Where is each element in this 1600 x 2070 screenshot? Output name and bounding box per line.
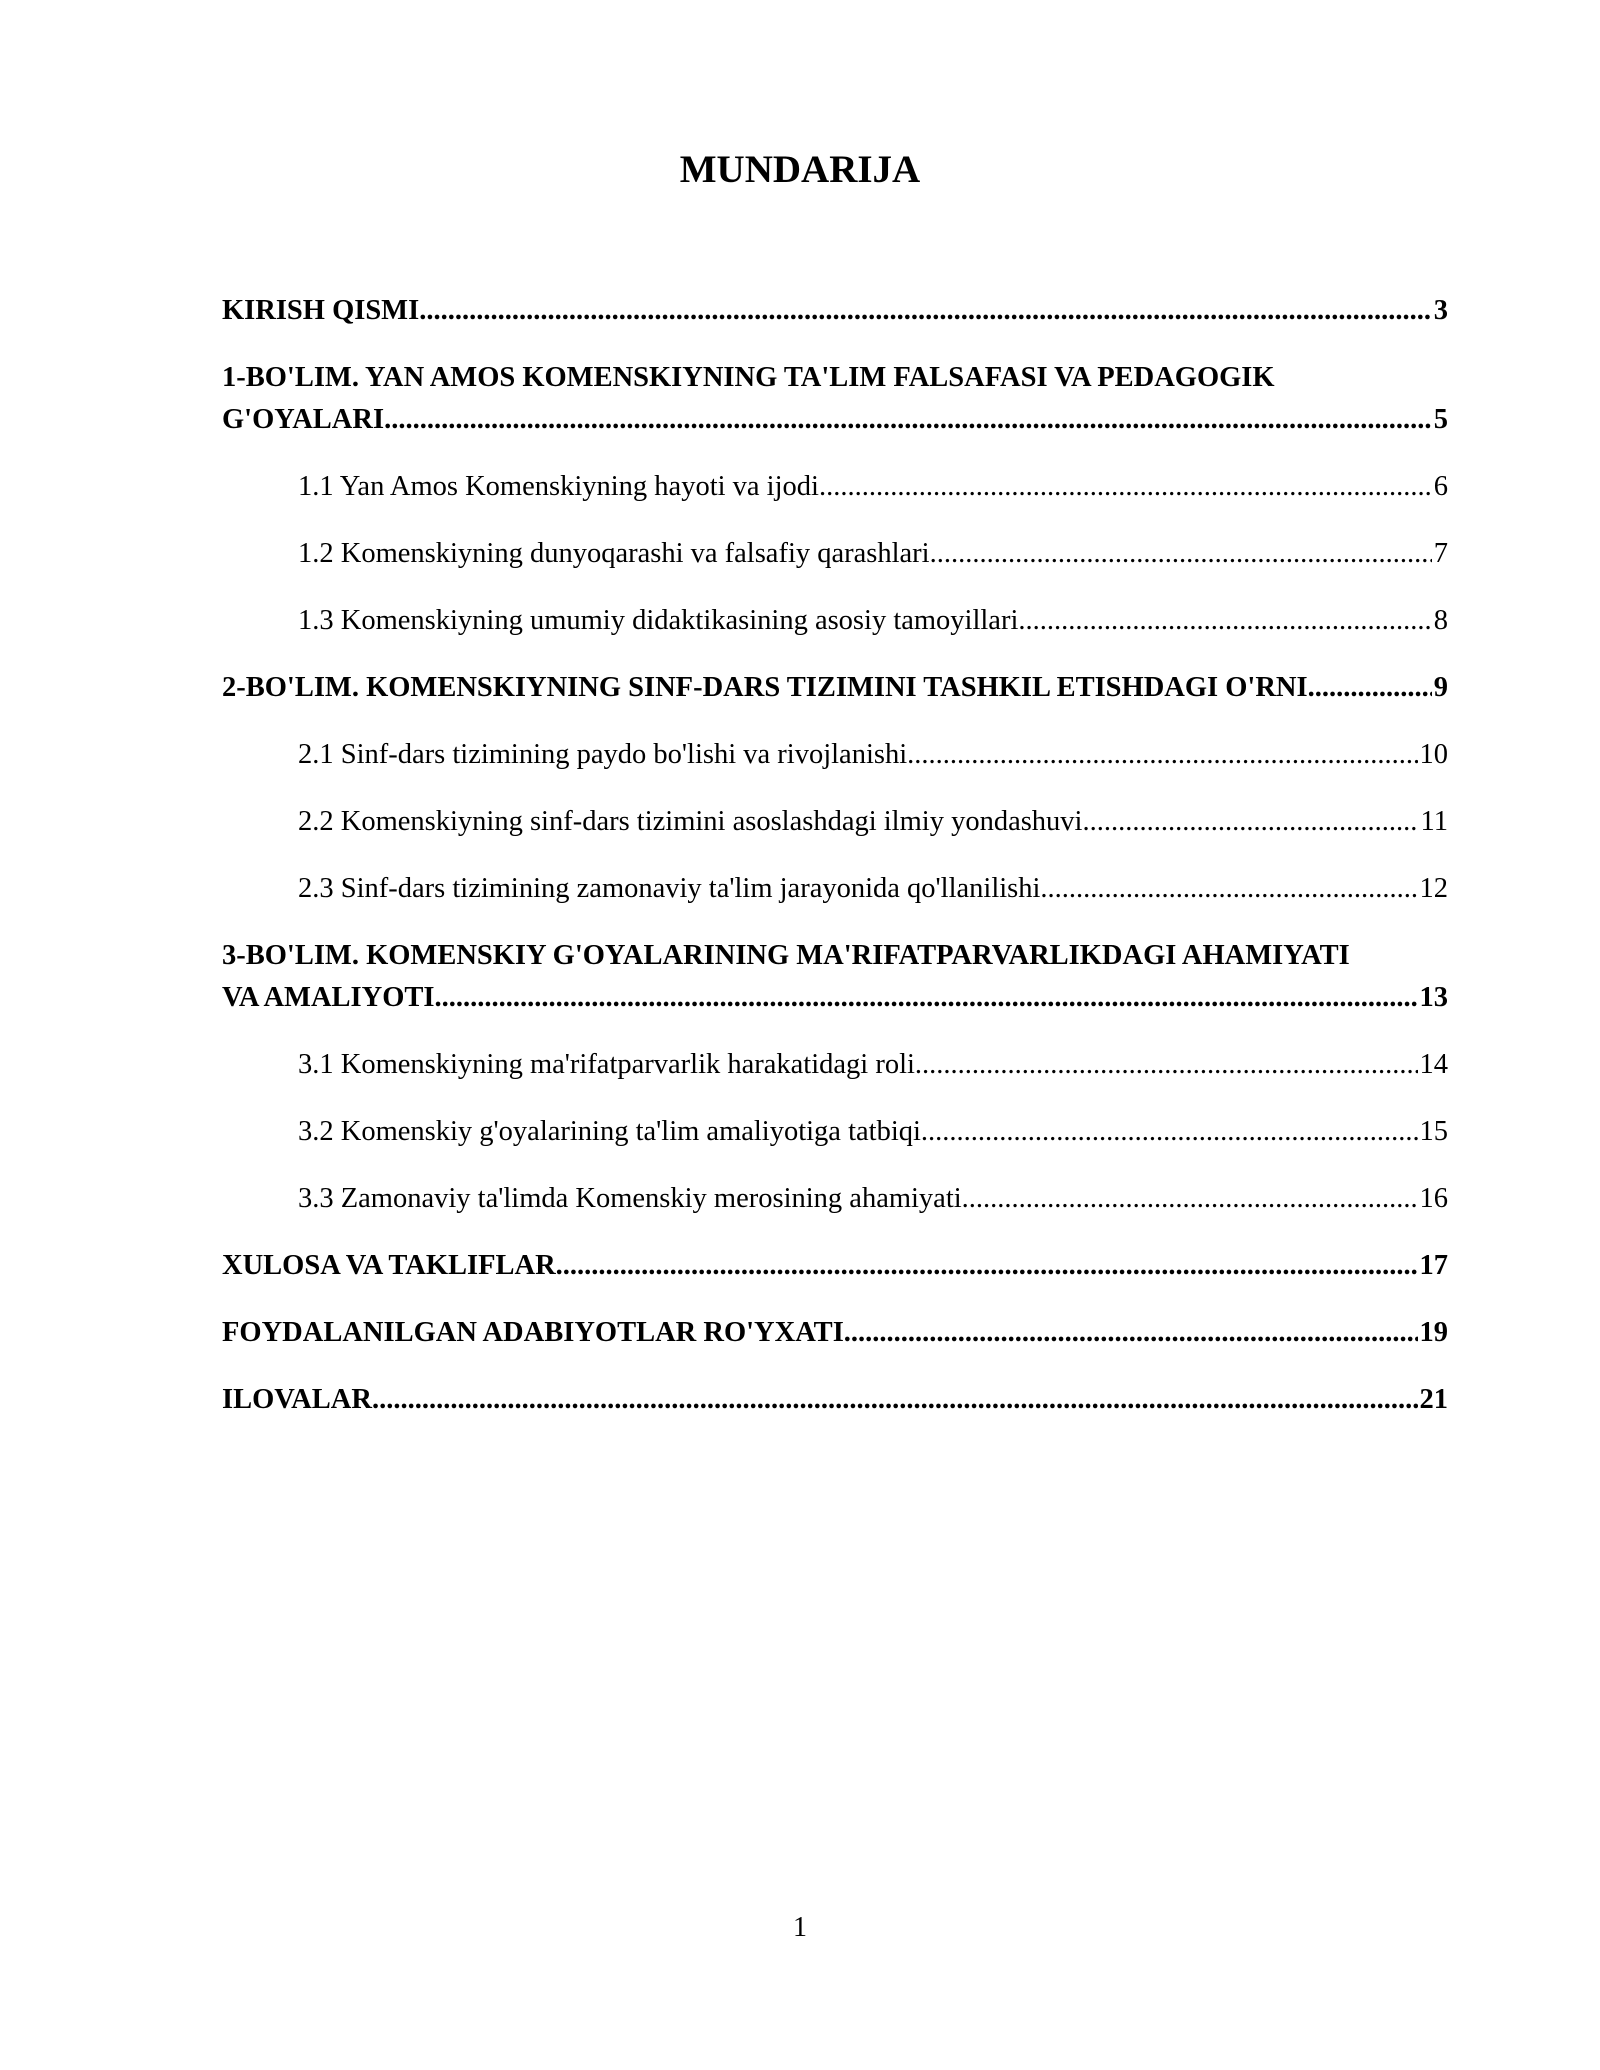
toc-page-number: 9: [1433, 672, 1448, 703]
toc-entry-title: 1.2 Komenskiyning dunyoqarashi va falsafiy qarashlari: [298, 538, 930, 569]
toc-entry-title: 2-BO'LIM. KOMENSKIYNING SINF-DARS TIZIMINI TASHKIL ETISHDAGI O'RNI: [222, 672, 1308, 703]
dot-leader: [915, 1044, 1418, 1086]
toc-entry-line: [222, 977, 1448, 1019]
toc-entry-title: VA AMALIYOTI: [222, 982, 435, 1013]
toc-entry[interactable]: [222, 667, 1448, 709]
toc-entry-title: 2.3 Sinf-dars tizimining zamonaviy ta'lim jarayonida qo'llanilishi: [298, 873, 1041, 904]
toc-entry-title: ILOVALAR: [222, 1384, 372, 1415]
toc-entry-title: 2.2 Komenskiyning sinf-dars tizimini asoslashdagi ilmiy yondashuvi: [298, 806, 1083, 837]
dot-leader: [1082, 801, 1418, 843]
dot-leader: [844, 1312, 1418, 1354]
toc-page-number: 7: [1433, 538, 1448, 569]
toc-page-number: 12: [1419, 873, 1448, 904]
toc-entry[interactable]: [222, 357, 1448, 441]
toc-entry-title: 3.1 Komenskiyning ma'rifatparvarlik harakatidagi roli: [298, 1049, 915, 1080]
toc-entry[interactable]: [222, 1178, 1448, 1220]
dot-leader: [384, 399, 1432, 441]
toc-page-number: 21: [1419, 1384, 1448, 1415]
toc-entry-line: [222, 667, 1448, 709]
toc-page-number: 6: [1433, 471, 1448, 502]
toc-page-number: 5: [1433, 404, 1448, 435]
dot-leader: [921, 1111, 1418, 1153]
toc-entry-line: [222, 290, 1448, 332]
toc-entry-line: [298, 466, 1448, 508]
dot-leader: [930, 533, 1432, 575]
toc-entry[interactable]: [222, 1111, 1448, 1153]
toc-page-number: 10: [1419, 739, 1448, 770]
toc-entry-title: 3.2 Komenskiy g'oyalarining ta'lim amaliyotiga tatbiqi: [298, 1116, 921, 1147]
toc-entry-title: G'OYALARI: [222, 404, 385, 435]
page-number: 1: [793, 1912, 807, 1943]
dot-leader: [434, 977, 1417, 1019]
toc-entry[interactable]: [222, 1044, 1448, 1086]
toc-entry-title: KIRISH QISMI: [222, 295, 420, 326]
toc-entry-line: [298, 1178, 1448, 1220]
toc-entry[interactable]: [222, 734, 1448, 776]
toc-entry-title: 1.3 Komenskiyning umumiy didaktikasining asosiy tamoyillari: [298, 605, 1019, 636]
toc-entry-title-line: 3-BO'LIM. KOMENSKIY G'OYALARINING MA'RIFATPARVARLIKDAGI AHAMIYATI: [222, 940, 1350, 971]
toc-page-number: 17: [1419, 1250, 1448, 1281]
toc-entry-line: [298, 868, 1448, 910]
dot-leader: [372, 1379, 1418, 1421]
dot-leader: [907, 734, 1417, 776]
toc-entry-title-line: 1-BO'LIM. YAN AMOS KOMENSKIYNING TA'LIM FALSAFASI VA PEDAGOGIK: [222, 362, 1275, 393]
toc-page-number: 8: [1433, 605, 1448, 636]
toc-entry-line: [298, 533, 1448, 575]
toc-page-number: 3: [1433, 295, 1448, 326]
toc-entry[interactable]: [222, 1245, 1448, 1287]
toc-entry[interactable]: [222, 935, 1448, 1019]
dot-leader: [556, 1245, 1418, 1287]
toc-entry-title: 3.3 Zamonaviy ta'limda Komenskiy merosining ahamiyati: [298, 1183, 962, 1214]
document-title: MUNDARIJA: [679, 148, 921, 191]
toc-page-number: 14: [1419, 1049, 1448, 1080]
toc-entry[interactable]: [222, 290, 1448, 332]
toc-entry-line: [298, 600, 1448, 642]
dot-leader: [1308, 667, 1432, 709]
dot-leader: [962, 1178, 1418, 1220]
dot-leader: [819, 466, 1432, 508]
toc-entry[interactable]: [222, 868, 1448, 910]
toc-entry-line: [222, 1312, 1448, 1354]
toc-entry[interactable]: [222, 801, 1448, 843]
toc-page-number: 16: [1419, 1183, 1448, 1214]
toc-entry-title: 2.1 Sinf-dars tizimining paydo bo'lishi va rivojlanishi: [298, 739, 908, 770]
dot-leader: [419, 290, 1432, 332]
toc-entry-title: FOYDALANILGAN ADABIYOTLAR RO'YXATI: [222, 1317, 844, 1348]
toc-page-number: 15: [1419, 1116, 1448, 1147]
toc-page-number: 11: [1420, 806, 1448, 837]
toc-entry-title: XULOSA VA TAKLIFLAR: [222, 1250, 556, 1281]
toc-entry[interactable]: [222, 1379, 1448, 1421]
toc-page-number: 13: [1419, 982, 1448, 1013]
toc-entry[interactable]: [222, 466, 1448, 508]
toc-entry-line: [222, 1245, 1448, 1287]
toc-entry-line: [222, 1379, 1448, 1421]
toc-entry[interactable]: [222, 533, 1448, 575]
toc-entry-line: [222, 399, 1448, 441]
toc-entry-line: [298, 801, 1448, 843]
toc-page-number: 19: [1419, 1317, 1448, 1348]
toc-entry-line: [298, 1111, 1448, 1153]
dot-leader: [1040, 868, 1417, 910]
table-of-contents: [222, 290, 1448, 1446]
toc-entry[interactable]: [222, 600, 1448, 642]
toc-entry-line: [298, 734, 1448, 776]
toc-entry-line: [298, 1044, 1448, 1086]
dot-leader: [1018, 600, 1431, 642]
toc-entry-title: 1.1 Yan Amos Komenskiyning hayoti va ijodi: [298, 471, 819, 502]
toc-entry[interactable]: [222, 1312, 1448, 1354]
